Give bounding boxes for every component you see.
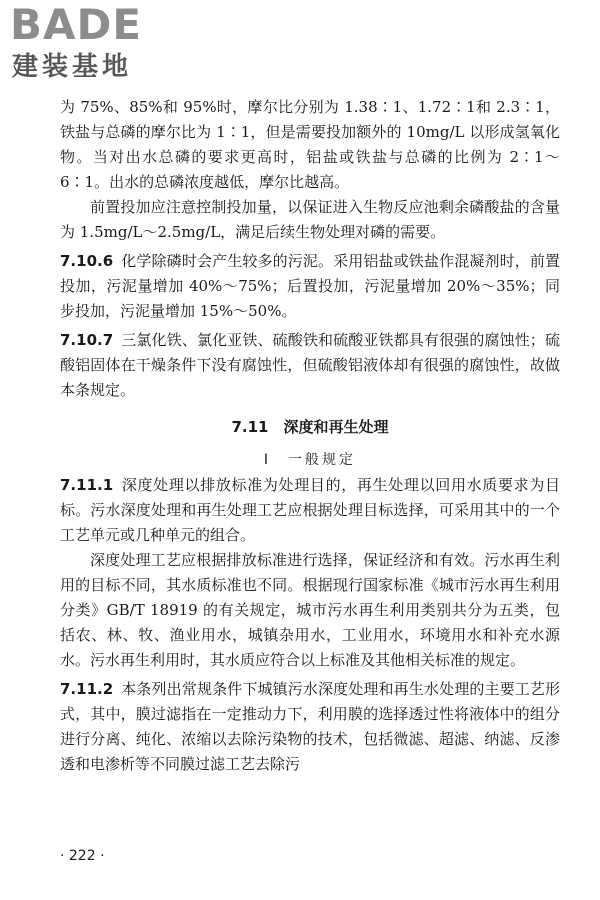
paragraph-reuse-standards: 深度处理工艺应根据排放标准进行选择，保证经济和有效。污水再生利用的目标不同，其水质标准也不同。根据现行国家标准《城市污水再生利用分类》GB/T 18919 的有关规定，城市污水再生利用类别共分为五类，包括农、林、牧、渔业用水，城镇杂用水，工业用水，环境用水和补充水源水。污水再生利用时，其水质应符合以上标准及其他相关标准的规定。	[60, 551, 560, 669]
clause-text: 深度处理以排放标准为处理目的，再生处理以回用水质要求为目标。污水深度处理和再生处理工艺应根据处理目标选择，可采用其中的一个工艺单元或几种单元的组合。	[60, 476, 560, 544]
clause-number: 7.10.6	[60, 252, 114, 270]
clause-number: 7.11.2	[60, 680, 114, 698]
logo-subtitle: 建装基地	[12, 52, 133, 82]
document-body	[60, 95, 560, 777]
section-title: 7.11 深度和再生处理	[231, 418, 389, 436]
site-logo	[10, 2, 210, 86]
paragraph-continued: 为 75%、85%和 95%时，摩尔比分别为 1.38∶1、1.72∶1和 2.3∶1，铁盐与总磷的摩尔比为 1∶1，但是需要投加额外的 10mg/L 以形成氢氧化物。当对出水总磷的要求更高时，铝盐或铁盐与总磷的比例为 2∶1～6∶1。出水的总磷浓度越低，摩尔比越高。	[60, 98, 560, 191]
clause-7-10-6	[60, 249, 560, 324]
clause-text: 化学除磷时会产生较多的污泥。采用铝盐或铁盐作混凝剂时，前置投加，污泥量增加 40%～75%；后置投加，污泥量增加 20%～35%；同步投加，污泥量增加 15%～50%。	[60, 252, 560, 320]
clause-7-11-2	[60, 677, 560, 777]
clause-7-11-1	[60, 473, 560, 548]
clause-number: 7.11.1	[60, 476, 114, 494]
page-number: · 222 ·	[60, 848, 105, 864]
clause-text: 三氯化铁、氯化亚铁、硫酸铁和硫酸亚铁都具有很强的腐蚀性；硫酸铝固体在干燥条件下没有腐蚀性，但硫酸铝液体却有很强的腐蚀性，故做本条规定。	[60, 331, 560, 399]
logo-wordmark: BADE	[10, 0, 143, 49]
paragraph-preposition-dosing: 前置投加应注意控制投加量，以保证进入生物反应池剩余磷酸盐的含量为 1.5mg/L～2.5mg/L，满足后续生物处理对磷的需要。	[60, 198, 560, 241]
clause-text: 本条列出常规条件下城镇污水深度处理和再生水处理的主要工艺形式，其中，膜过滤指在一定推动力下，利用膜的选择透过性将液体中的组分进行分离、纯化、浓缩以去除污染物的技术，包括微滤、超滤、纳滤、反渗透和电渗析等不同膜过滤工艺去除污	[60, 680, 560, 773]
clause-number: 7.10.7	[60, 331, 114, 349]
subsection-title: Ⅰ 一般规定	[263, 452, 357, 468]
clause-7-10-7	[60, 328, 560, 403]
